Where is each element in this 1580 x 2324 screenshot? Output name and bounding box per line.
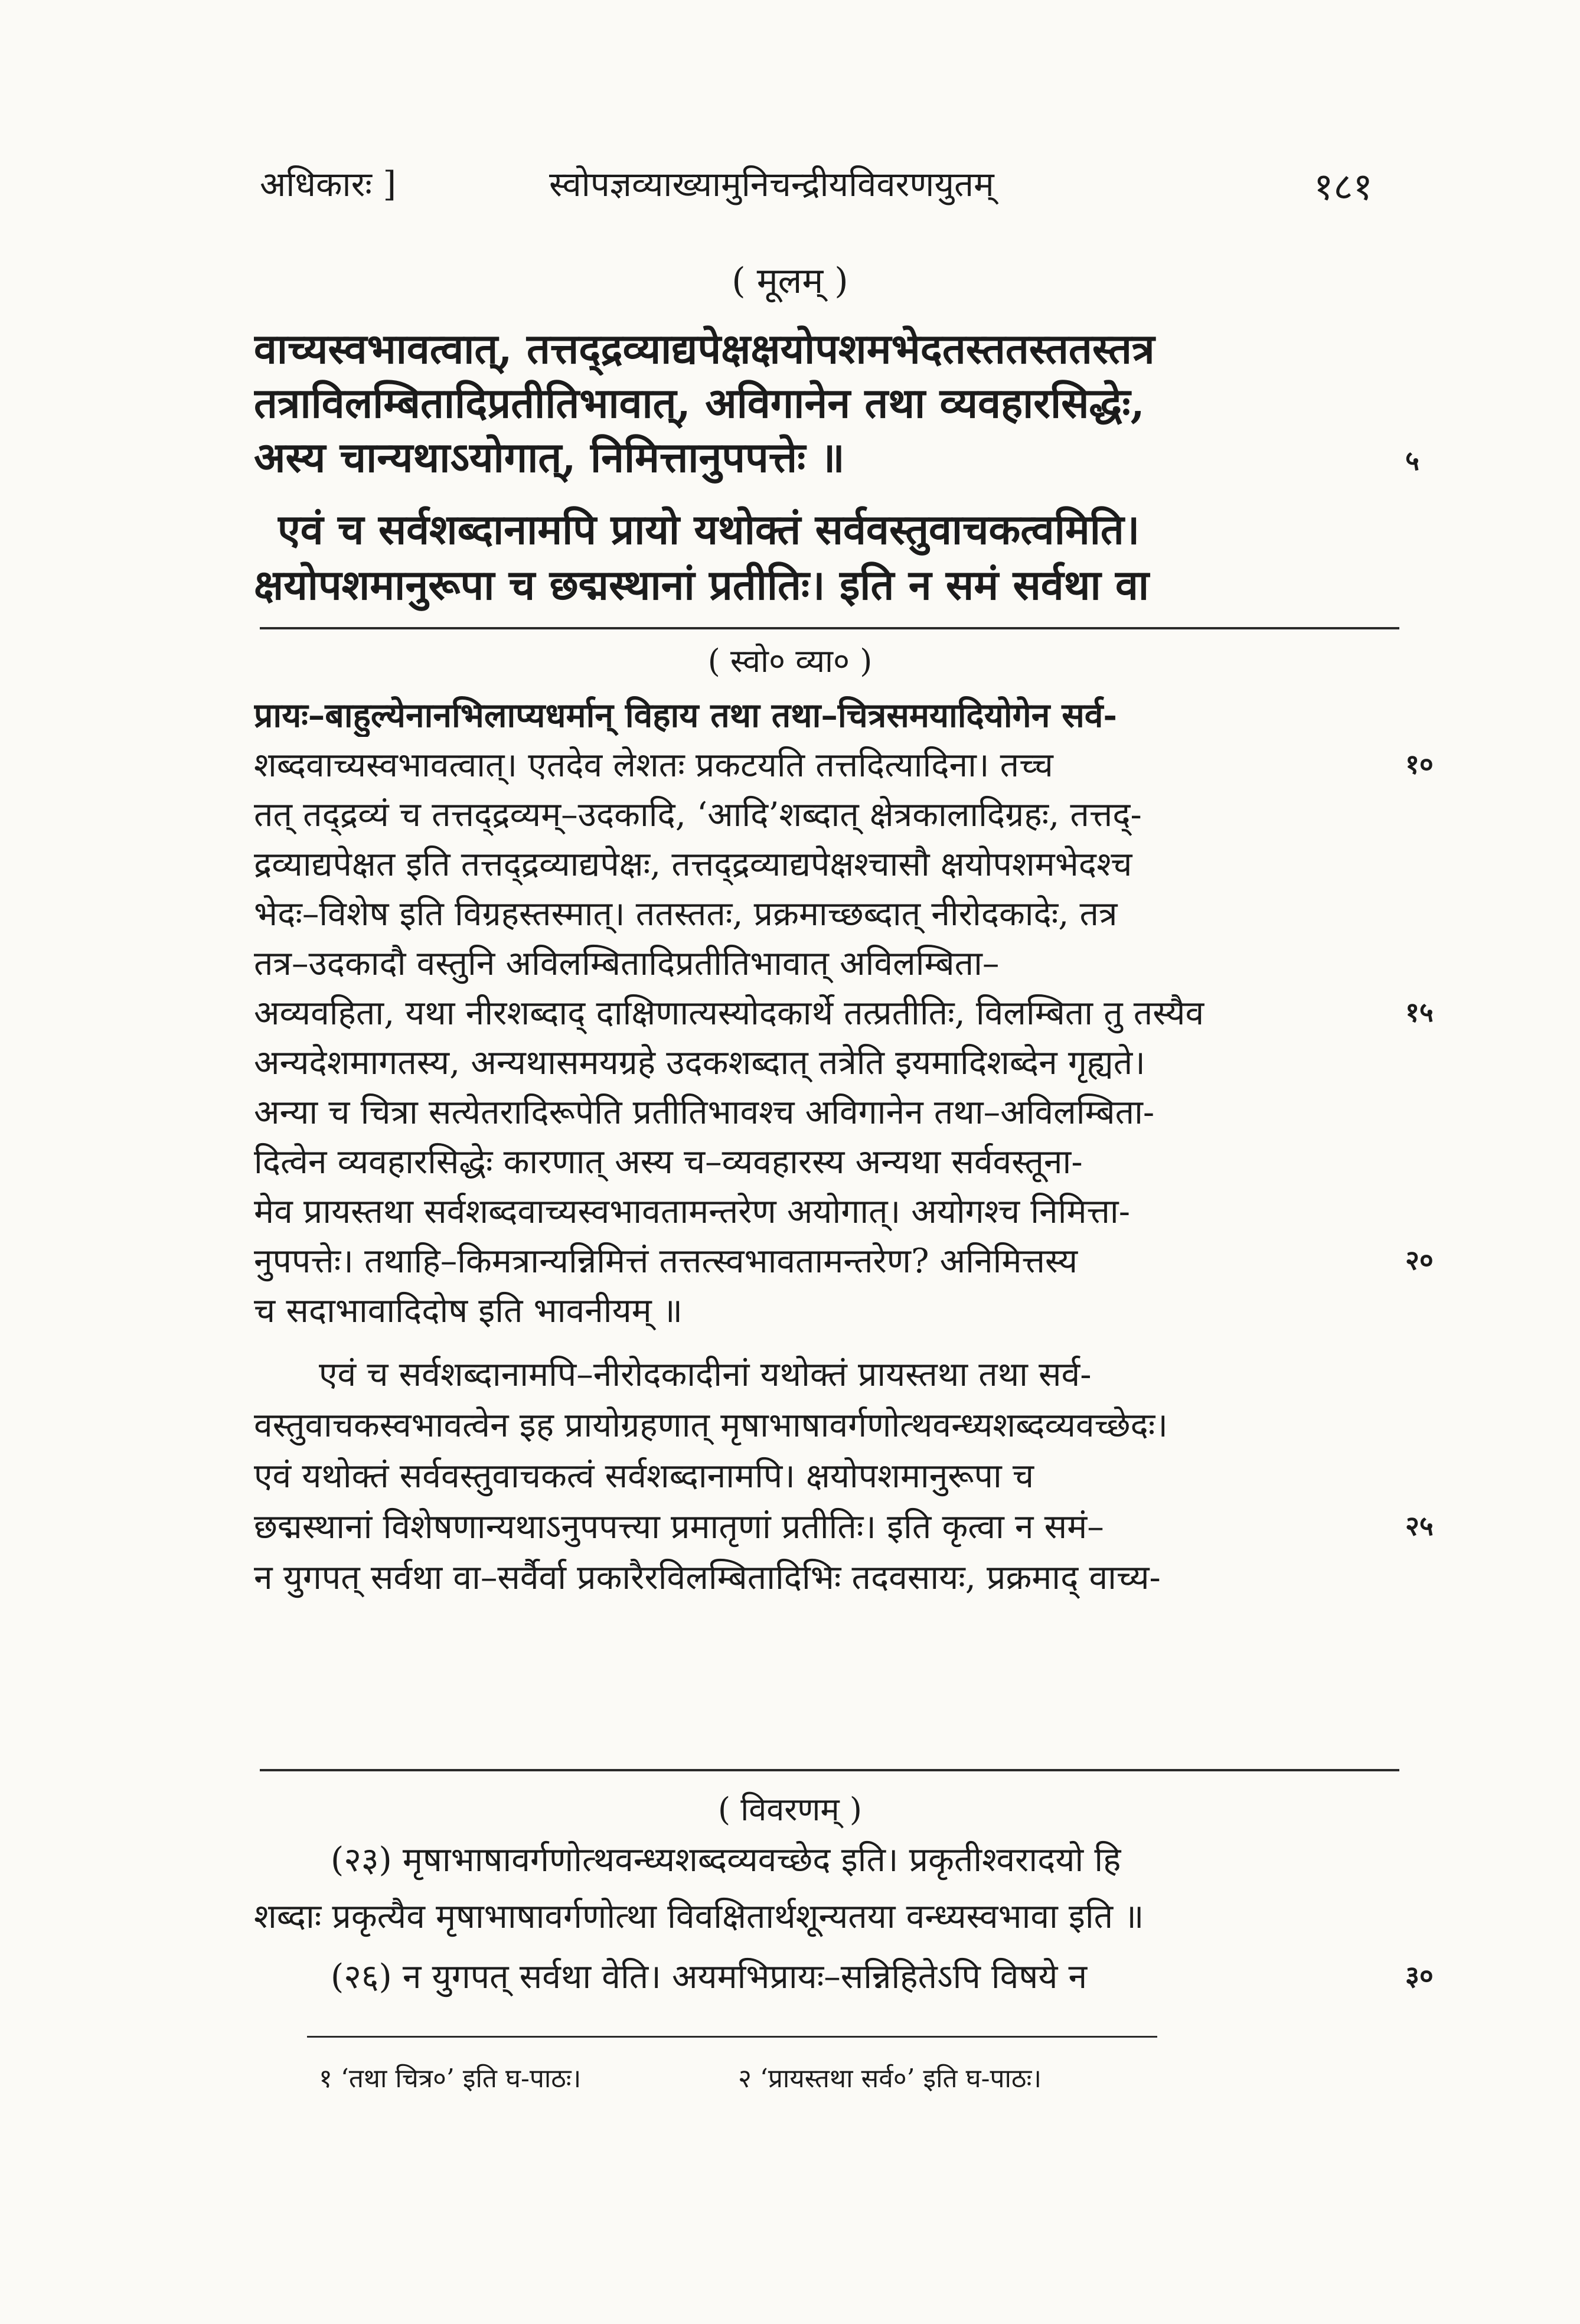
commentary-line-3: तत् तद्द्रव्यं च तत्तद्द्रव्यम्–उदकादि, ‘आदि’शब्दात् क्षेत्रकालादिग्रहः, तत्तद्-	[254, 795, 1142, 834]
mula-heading: ( मूलम् )	[732, 260, 848, 302]
mula-line-4: एवं च सर्वशब्दानामपि प्रायो यथोक्तं सर्ववस्तुवाचकत्वमिति।	[278, 505, 1140, 554]
line-number-20: २०	[1405, 1244, 1434, 1276]
line-number-30: ३०	[1405, 1960, 1434, 1992]
commentary-line-13: च सदाभावादिदोष इति भावनीयम् ॥	[254, 1291, 683, 1330]
footnote-1: १ ‘तथा चित्र०’ इति घ-पाठः।	[319, 2064, 582, 2094]
footnote-2: २ ‘प्रायस्तथा सर्व०’ इति घ-पाठः।	[738, 2064, 1042, 2094]
mula-line-3: अस्य चान्यथाऽयोगात्, निमित्तानुपपत्तेः ॥	[254, 433, 845, 482]
commentary-line-8: अन्यदेशमागतस्य, अन्यथासमयग्रहे उदकशब्दात् तत्रेति इयमादिशब्देन गृह्यते।	[254, 1043, 1145, 1082]
vivarana-line-2: शब्दाः प्रकृत्यैव मृषाभाषावर्गणोत्था विवक्षितार्थशून्यतया वन्ध्यस्वभावा इति ॥	[254, 1897, 1144, 1936]
footnote-divider	[307, 2036, 1157, 2038]
vivarana-line-1: (२३) मृषाभाषावर्गणोत्थवन्ध्यशब्दव्यवच्छेद इति। प्रकृतीश्वरादयो हि	[331, 1840, 1121, 1879]
line-number-15: १५	[1405, 996, 1434, 1028]
commentary-line-14: एवं च सर्वशब्दानामपि–नीरोदकादीनां यथोक्तं प्रायस्तथा तथा सर्व-	[319, 1355, 1092, 1394]
mula-line-2: तत्राविलम्बितादिप्रतीतिभावात्, अविगानेन तथा व्यवहारसिद्धेः,	[254, 378, 1145, 427]
line-number-5: ५	[1405, 445, 1419, 476]
page-number: १८१	[1314, 165, 1373, 209]
commentary-line-4: द्रव्याद्यपेक्षत इति तत्तद्द्रव्याद्यपेक्षः, तत्तद्द्रव्याद्यपेक्षश्चासौ क्षयोपशमभेदश्च	[254, 845, 1132, 884]
commentary-line-2: शब्दवाच्यस्वभावत्वात्। एतदेव लेशतः प्रकटयति तत्तदित्यादिना। तच्च	[254, 746, 1053, 785]
commentary-line-10: दित्वेन व्यवहारसिद्धेः कारणात् अस्य च–व्यवहारस्य अन्यथा सर्ववस्तूना-	[254, 1143, 1083, 1181]
commentary-line-12: नुपपत्तेः। तथाहि–किमत्रान्यन्निमित्तं तत्तत्स्वभावतामन्तरेण? अनिमित्तस्य	[254, 1242, 1078, 1281]
commentary-line-5: भेदः–विशेष इति विग्रहस्तस्मात्। ततस्ततः, प्रक्रमाच्छब्दात् नीरोदकादेः, तत्र	[254, 895, 1118, 933]
line-number-10: १०	[1405, 748, 1434, 780]
vivarana-heading: ( विवरणम् )	[718, 1791, 862, 1828]
mula-line-1: वाच्यस्वभावत्वात्, तत्तद्द्रव्याद्यपेक्षक्षयोपशमभेदतस्ततस्ततस्तत्र	[254, 324, 1155, 373]
mula-line-5: क्षयोपशमानुरूपा च छद्मस्थानां प्रतीतिः। इति न समं सर्वथा वा	[254, 560, 1149, 609]
commentary-line-16: एवं यथोक्तं सर्ववस्तुवाचकत्वं सर्वशब्दानामपि। क्षयोपशमानुरूपा च	[254, 1457, 1034, 1496]
vivarana-line-3: (२६) न युगपत् सर्वथा वेति। अयमभिप्रायः–सन्निहितेऽपि विषये न	[331, 1957, 1088, 1996]
commentary-line-7: अव्यवहिता, यथा नीरशब्दाद् दाक्षिणात्यस्योदकार्थे तत्प्रतीतिः, विलम्बिता तु तस्यैव	[254, 994, 1204, 1033]
header-title: स्वोपज्ञव्याख्यामुनिचन्द्रीयविवरणयुतम्	[549, 164, 994, 204]
commentary-line-11: मेव प्रायस्तथा सर्वशब्दवाच्यस्वभावतामन्तरेण अयोगात्। अयोगश्च निमित्ता-	[254, 1192, 1130, 1231]
header-chapter: अधिकारः ]	[260, 164, 397, 204]
section-divider-2	[260, 1769, 1399, 1771]
svopajna-heading: ( स्वो० व्या० )	[707, 642, 873, 680]
commentary-line-6: तत्र–उदकादौ वस्तुनि अविलम्बितादिप्रतीतिभावात् अविलम्बिता–	[254, 944, 1000, 983]
commentary-line-15: वस्तुवाचकस्वभावत्वेन इह प्रायोग्रहणात् मृषाभाषावर्गणोत्थवन्ध्यशब्दव्यवच्छेदः।	[254, 1406, 1168, 1445]
commentary-line-1: प्रायः–बाहुल्येनानभिलाप्यधर्मान् विहाय तथा तथा–चित्रसमयादियोगेन सर्व-	[254, 696, 1118, 735]
section-divider	[260, 627, 1399, 629]
commentary-line-9: अन्या च चित्रा सत्येतरादिरूपेति प्रतीतिभावश्च अविगानेन तथा–अविलम्बिता-	[254, 1093, 1155, 1132]
commentary-line-18: न युगपत् सर्वथा वा–सर्वैर्वा प्रकारैरविलम्बितादिभिः तदवसायः, प्रक्रमाद् वाच्य-	[254, 1558, 1161, 1597]
commentary-line-17: छद्मस्थानां विशेषणान्यथाऽनुपपत्त्या प्रमातृणां प्रतीतिः। इति कृत्वा न समं–	[254, 1507, 1104, 1546]
line-number-25: २५	[1405, 1510, 1434, 1542]
